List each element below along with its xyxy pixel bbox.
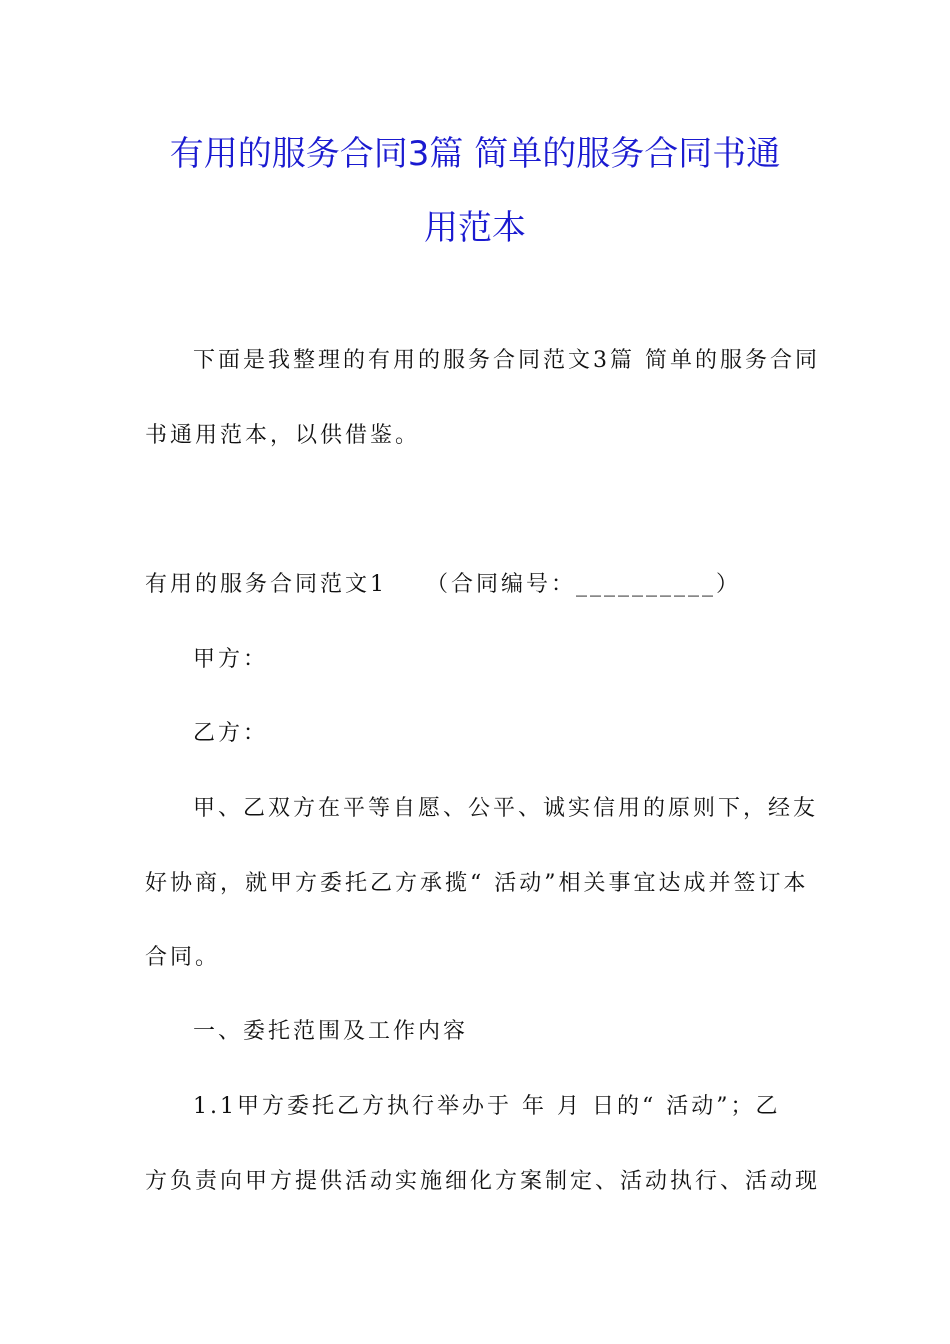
clause1-1-line1: 1.1甲方委托乙方执行举办于 年 月 日的“ 活动”；乙 [193, 1094, 781, 1119]
document-title-line1: 有用的服务合同3篇 简单的服务合同书通 [169, 134, 781, 174]
para1-line3: 合同。 [145, 945, 221, 970]
para1-line2: 好协商，就甲方委托乙方承揽“ 活动”相关事宜达成并签订本 [145, 871, 809, 896]
contract-section-heading: 有用的服务合同范文1 （合同编号：__________） [145, 572, 741, 597]
clause1-1-line2: 方负责向甲方提供活动实施细化方案制定、活动执行、活动现 [145, 1169, 821, 1194]
clause1-heading: 一、委托范围及工作内容 [193, 1019, 469, 1044]
party-a-label: 甲方： [193, 647, 269, 672]
party-b-label: 乙方： [193, 721, 269, 746]
para1-line1: 甲、乙双方在平等自愿、公平、诚实信用的原则下，经友 [193, 796, 819, 821]
document-title-line2: 用范本 [424, 208, 526, 248]
intro-line2: 书通用范本，以供借鉴。 [145, 423, 421, 448]
intro-line1: 下面是我整理的有用的服务合同范文3篇 简单的服务合同 [193, 348, 820, 373]
